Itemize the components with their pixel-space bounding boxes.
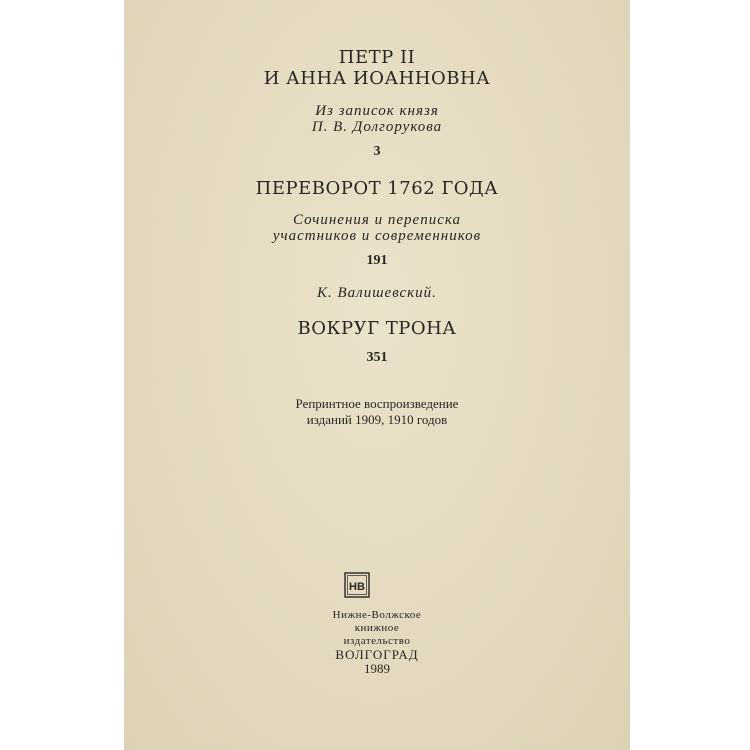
publisher-city: ВОЛГОГРАД bbox=[335, 647, 419, 662]
publisher-name-line-1: Нижне-Волжское bbox=[332, 609, 422, 621]
publication-year: 1989 bbox=[364, 661, 390, 676]
section-1-subtitle-line-2: П. В. Долгорукова bbox=[311, 119, 443, 135]
section-1-title-line-2: И АННА ИОАННОВНА bbox=[263, 68, 491, 89]
section-3-title: ВОКРУГ ТРОНА bbox=[297, 318, 457, 339]
section-1-subtitle-line-1: Из записок князя bbox=[315, 103, 439, 119]
section-3-author: К. Валишевский. bbox=[317, 285, 437, 301]
section-2-page-number: 191 bbox=[366, 253, 388, 268]
publisher-name-line-3: издательство bbox=[343, 635, 411, 647]
reprint-note-line-1: Репринтное воспроизведение bbox=[295, 396, 459, 411]
publisher-logo-text: НВ bbox=[349, 581, 365, 593]
book-page bbox=[124, 0, 630, 750]
section-2-subtitle-line-1: Сочинения и переписка bbox=[292, 212, 461, 228]
section-3-page-number: 351 bbox=[366, 350, 388, 365]
publisher-name-line-2: книжное bbox=[354, 622, 400, 634]
nv-publisher-logo-icon bbox=[344, 572, 370, 598]
reprint-note-line-2: изданий 1909, 1910 годов bbox=[306, 412, 448, 427]
section-1-page-number: 3 bbox=[373, 144, 381, 159]
section-1-title-line-1: ПЕТР II bbox=[338, 47, 416, 68]
section-2-subtitle-line-2: участников и современников bbox=[272, 228, 482, 244]
section-2-title: ПЕРЕВОРОТ 1762 ГОДА bbox=[255, 178, 499, 199]
